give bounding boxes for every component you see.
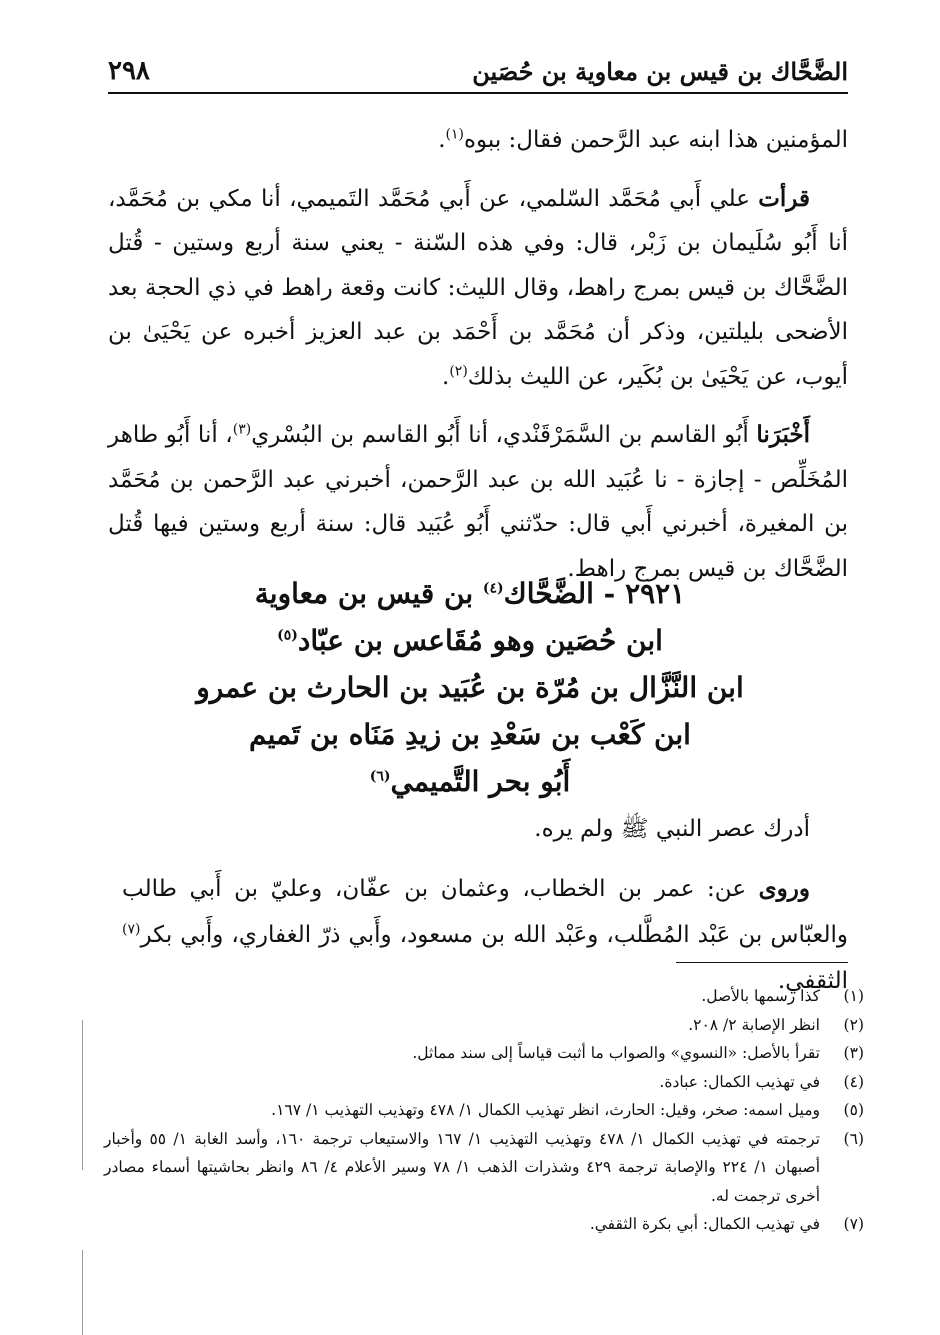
margin-scan-line	[82, 1020, 83, 1170]
paragraph-5: وروى عن: عمر بن الخطاب، وعثمان بن عفّان، وعليّ بن أَبي طالب والعبّاس بن عَبْد المُطَّلب، وعَبْد الله بن مسعود، وأَبي ذرّ الغفاري، وأَبي بكر$^{(٧)}$ الثقفي.	[122, 875, 848, 994]
footnote-separator	[676, 962, 848, 963]
entry-line-3: ابن النَّزَّال بن مُرّة بن عُبَيد بن الحارث بن عمرو	[196, 671, 744, 704]
footnote-text: انظر الإصابة ٢/ ٢٠٨.	[688, 1015, 820, 1034]
footnote-text: في تهذيب الكمال: عبادة.	[659, 1072, 820, 1091]
footnote-ref-7[interactable]: (٧)	[122, 921, 141, 938]
footnote-text: ترجمته في تهذيب الكمال ١/ ٤٧٨ وتهذيب التهذيب ١/ ١٦٧ والاستيعاب ترجمة ١٦٠، وأسد الغابة ١/ ٥٥ وأخبار أصبهان ١/ ٢٢٤ والإصابة ترجمة ٤٢٩ وشذرات الذهب ١/ ٧٨ وسير الأعلام ٤/ ٨٦ وانظر بحاشيتها أسماء مصادر أخرى ترجمت له.	[104, 1129, 821, 1205]
footnote-number: (٥)	[843, 1101, 864, 1119]
footnote-number: (١)	[843, 987, 864, 1005]
entry-line-2: ابن حُصَين وهو مُقَاعس بن عبّاد$^{(٥)}$	[277, 624, 663, 657]
lead-word: أَخْبَرَنا	[756, 421, 810, 448]
footnote-ref-2[interactable]: (٢)	[449, 362, 468, 379]
entry-line-1: ٢٩٢١ - الضَّحَّاك$^{(٤)}$ بن قيس بن معاوية	[254, 577, 686, 610]
footnote-item	[104, 1210, 864, 1239]
footnote-item	[104, 1125, 864, 1211]
paragraph-2: قرأت علي أَبي مُحَمَّد السّلمي، عن أَبي مُحَمَّد التَميمي، أنا مكي بن مُحَمَّد، أنا أَبُو سُلَيمان بن زَبْر، قال: وفي هذه السّنة - يعني سنة أربع وستين - قُتل الضَّحَّاك بن قيس بمرج راهط، وقال الليث: كانت وقعة راهط في ذي الحجة بعد الأضحى بليلتين، وذكر أن مُحَمَّد بن أَحْمَد بن عبد العزيز أخبره عن يَحْيَىٰ بن أيوب، عن يَحْيَىٰ بن بُكَير، عن الليث بذلك$^{(٢)}$.	[108, 184, 848, 390]
lead-word: قرأت	[758, 184, 810, 212]
lead-word: وروى	[758, 875, 810, 902]
footnote-number: (٦)	[843, 1129, 864, 1148]
footnote-ref-3[interactable]: (٣)	[232, 421, 252, 438]
entry-line-5: أَبُو بحر التَّميمي$^{(٦)}$	[369, 765, 571, 798]
footnote-text: تقرأ بالأصل: «النسوي» والصواب ما أثبت قياساً إلى سند مماثل.	[412, 1044, 820, 1062]
footnote-number: (٧)	[843, 1215, 864, 1233]
footnote-number: (٤)	[843, 1072, 864, 1091]
footnote-item	[104, 1096, 864, 1125]
footnote-text: كذا رسمها بالأصل.	[701, 987, 820, 1005]
entry-heading	[150, 570, 790, 805]
footnote-item	[104, 982, 864, 1011]
entry-line-4: ابن كَعْب بن سَعْدِ بن زيدِ مَنَاه بن تَميم	[249, 718, 691, 751]
footnote-ref-5[interactable]: (٥)	[277, 627, 298, 644]
paragraph-4: أدرك عصر النبي ﷺ ولم يره.	[534, 816, 810, 842]
page-number: ٢٩٨	[108, 56, 150, 86]
footnote-item	[104, 1011, 864, 1040]
footnote-item	[104, 1068, 864, 1097]
footnote-ref-6[interactable]: (٦)	[369, 768, 391, 785]
footnote-item	[104, 1039, 864, 1068]
footnote-text: في تهذيب الكمال: أبي بكرة الثقفي.	[589, 1215, 820, 1233]
footnote-text: وميل اسمه: صخر، وقيل: الحارث، انظر تهذيب الكمال ١/ ٤٧٨ وتهذيب التهذيب ١/ ١٦٧.	[271, 1101, 820, 1119]
footnote-number: (٣)	[843, 1044, 864, 1062]
footnote-ref-1[interactable]: (١)	[445, 126, 464, 143]
footnote-number: (٢)	[843, 1015, 864, 1034]
main-text	[108, 118, 848, 605]
footnotes-list	[104, 982, 864, 1239]
footnote-ref-4[interactable]: (٤)	[482, 580, 504, 597]
margin-scan-line	[82, 1250, 83, 1335]
page-header	[108, 52, 848, 94]
paragraph-1: المؤمنين هذا ابنه عبد الرَّحمن فقال: ببوه$^{(١)}$.	[438, 126, 848, 153]
paragraph-3: أَخْبَرَنا أَبُو القاسم بن السَّمَرْقَنْدي، أنا أَبُو القاسم بن البُسْري$^{(٣)}$، أنا أَبُو طاهر المُخَلِّص - إجازة - نا عُبَيد الله بن عبد الرَّحمن، أخبرني عبد الرَّحمن بن مُحَمَّد بن المغيرة، أخبرني أَبي قال: حدّثني أَبُو عُبَيد قال: سنة أربع وستين فيها قُتل الضَّحَّاك بن قيس بمرج راهط.	[108, 421, 848, 582]
running-title: الضَّحَّاك بن قيس بن معاوية بن حُصَين	[472, 57, 848, 86]
